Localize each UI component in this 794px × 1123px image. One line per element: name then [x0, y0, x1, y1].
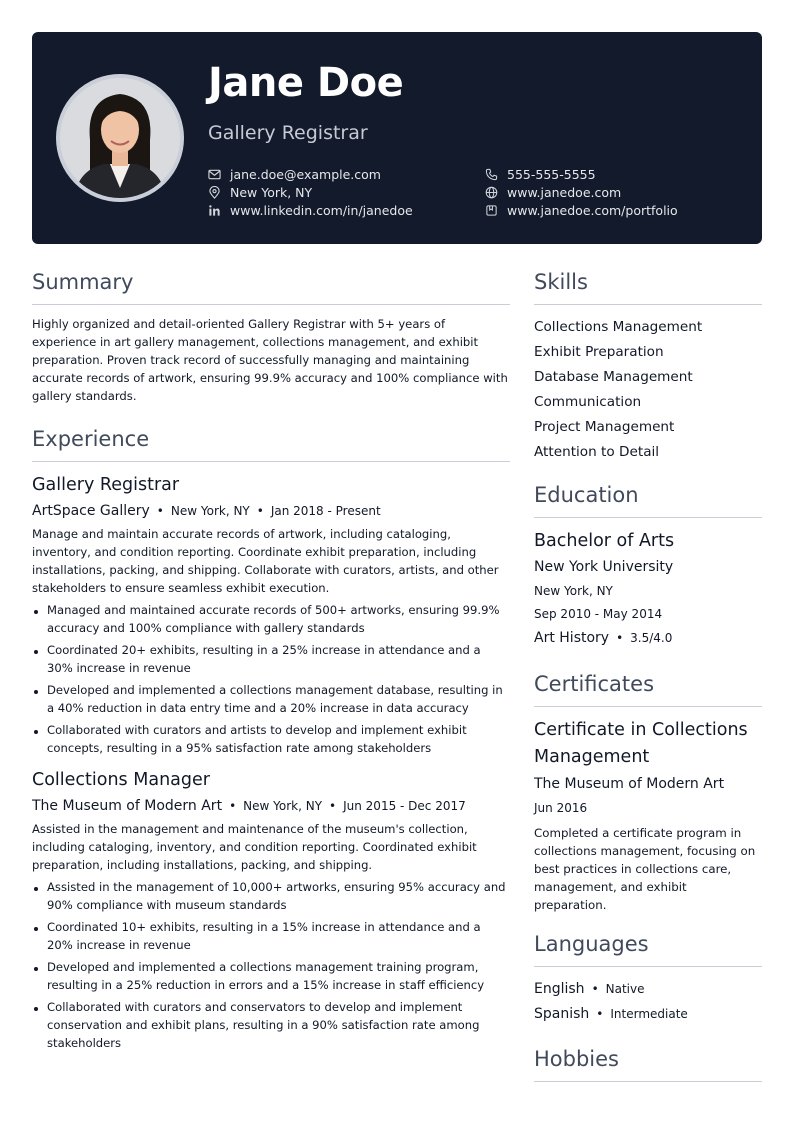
languages-section	[534, 932, 762, 1027]
achievement-item: Collaborated with curators and artists to develop and implement exhibit concepts, resulting in a 95% satisfaction rate among stakeholders	[32, 721, 510, 757]
language-item	[534, 977, 762, 1002]
job-meta	[32, 501, 510, 521]
separator-dot: •	[229, 799, 237, 813]
job-entry	[32, 474, 510, 757]
achievement-item: Developed and implemented a collections management database, resulting in a 40% reduction in data entry time and a 20% increase in data accuracy	[32, 681, 510, 717]
job-description: Manage and maintain accurate records of artwork, including cataloging, inventory, and condition reporting. Coordinate exhibit preparation, including installations, packing, and shipping. Collaborate with curators, artists, and other stakeholders to ensure seamless exhibit execution.	[32, 527, 499, 595]
job-meta	[32, 796, 510, 816]
job-entry	[32, 769, 510, 1052]
experience-section	[32, 427, 510, 1052]
job-company: The Museum of Modern Art	[32, 798, 223, 814]
contact-email[interactable]	[208, 165, 381, 183]
degree-name: Bachelor of Arts	[534, 531, 675, 551]
job-title: Collections Manager	[32, 770, 210, 790]
job-company: ArtSpace Gallery	[32, 503, 150, 519]
phone-text: 555-555-5555	[507, 166, 596, 182]
achievement-item: Coordinated 20+ exhibits, resulting in a 25% increase in attendance and a 30% increase in revenue	[32, 641, 510, 677]
globe-icon	[485, 186, 498, 199]
separator-dot: •	[596, 1007, 604, 1021]
separator-dot: •	[156, 504, 164, 518]
skill-item: Collections Management	[534, 319, 703, 335]
skill-item: Exhibit Preparation	[534, 344, 664, 360]
language-level: Native	[605, 982, 645, 996]
summary-heading: Summary	[32, 270, 510, 305]
location-pin-icon	[208, 186, 221, 199]
certificate-name: Certificate in Collections Management	[534, 720, 748, 767]
portfolio-icon	[485, 204, 498, 217]
languages-heading: Languages	[534, 932, 762, 967]
separator-dot: •	[329, 799, 337, 813]
job-location: New York, NY	[243, 799, 323, 813]
job-achievements	[32, 601, 510, 757]
field-of-study: Art History	[534, 630, 610, 646]
location-text: New York, NY	[230, 184, 313, 200]
certificates-section	[534, 672, 762, 914]
education-field-line	[534, 626, 762, 650]
certificate-description: Completed a certificate program in collections management, focusing on best practices in collections care, management, and exhibit preparation.	[534, 826, 756, 912]
contact-phone[interactable]	[485, 165, 596, 183]
profile-photo	[60, 78, 180, 198]
skill-item: Project Management	[534, 419, 675, 435]
skill-item: Communication	[534, 394, 642, 410]
achievement-item: Assisted in the management of 10,000+ artworks, ensuring 95% accuracy and 90% compliance with museum standards	[32, 878, 510, 914]
job-dates: Jan 2018 - Present	[270, 504, 381, 518]
side-column	[534, 270, 762, 1092]
school-location: New York, NY	[534, 584, 613, 598]
separator-dot: •	[616, 631, 624, 645]
job-description: Assisted in the management and maintenance of the museum's collection, including cataloging, inventory, and condition reporting. Coordinated exhibit preparation, including installations, packing, and shipping.	[32, 822, 477, 872]
candidate-name: Jane Doe	[208, 60, 404, 106]
phone-icon	[485, 168, 498, 181]
language-name: English	[534, 981, 585, 997]
skill-item: Database Management	[534, 369, 693, 385]
hobbies-heading: Hobbies	[534, 1047, 762, 1082]
gpa: 3.5/4.0	[630, 631, 673, 645]
candidate-role: Gallery Registrar	[208, 122, 368, 144]
avatar	[56, 74, 184, 202]
certificate-organization: The Museum of Modern Art	[534, 776, 725, 792]
achievement-item: Collaborated with curators and conservators to develop and implement conservation and exhibit plans, resulting in a 90% satisfaction rate among stakeholders	[32, 998, 510, 1052]
resume-header	[32, 32, 762, 244]
hobbies-section	[534, 1047, 762, 1082]
summary-text: Highly organized and detail-oriented Gallery Registrar with 5+ years of experience in art gallery management, collections management, and exhibit preparation. Proven track record of successfully managing and maintaining accurate records of artwork, ensuring 99.9% accuracy and 100% compliance with gallery standards.	[32, 317, 508, 403]
email-text: jane.doe@example.com	[230, 166, 381, 182]
education-dates: Sep 2010 - May 2014	[534, 607, 663, 621]
skill-item: Attention to Detail	[534, 444, 660, 460]
summary-section	[32, 270, 510, 405]
certificates-heading: Certificates	[534, 672, 762, 707]
education-heading: Education	[534, 483, 762, 518]
job-dates: Jun 2015 - Dec 2017	[343, 799, 466, 813]
mail-icon	[208, 168, 221, 181]
contact-location	[208, 183, 312, 201]
language-name: Spanish	[534, 1006, 590, 1022]
skills-section	[534, 270, 762, 465]
skills-heading: Skills	[534, 270, 762, 305]
school-name: New York University	[534, 559, 674, 575]
separator-dot: •	[591, 982, 599, 996]
experience-heading: Experience	[32, 427, 510, 462]
language-item	[534, 1002, 762, 1027]
certificate-date: Jun 2016	[534, 801, 588, 815]
main-column	[32, 270, 510, 1056]
separator-dot: •	[256, 504, 264, 518]
achievement-item: Coordinated 10+ exhibits, resulting in a 15% increase in attendance and a 20% increase in revenue	[32, 918, 510, 954]
job-achievements	[32, 878, 510, 1052]
linkedin-icon	[208, 204, 221, 217]
education-section	[534, 483, 762, 650]
achievement-item: Managed and maintained accurate records of 500+ artworks, ensuring 99.9% accuracy and 100% compliance with gallery standards	[32, 601, 510, 637]
website-text: www.janedoe.com	[507, 184, 622, 200]
job-title: Gallery Registrar	[32, 475, 180, 495]
portfolio-text: www.janedoe.com/portfolio	[507, 202, 678, 218]
contact-linkedin[interactable]	[208, 201, 413, 219]
linkedin-text: www.linkedin.com/in/janedoe	[230, 202, 413, 218]
language-level: Intermediate	[610, 1007, 688, 1021]
contact-portfolio[interactable]	[485, 201, 678, 219]
contact-website[interactable]	[485, 183, 621, 201]
job-location: New York, NY	[170, 504, 250, 518]
achievement-item: Developed and implemented a collections management training program, resulting in a 25% reduction in errors and a 15% increase in staff efficiency	[32, 958, 510, 994]
